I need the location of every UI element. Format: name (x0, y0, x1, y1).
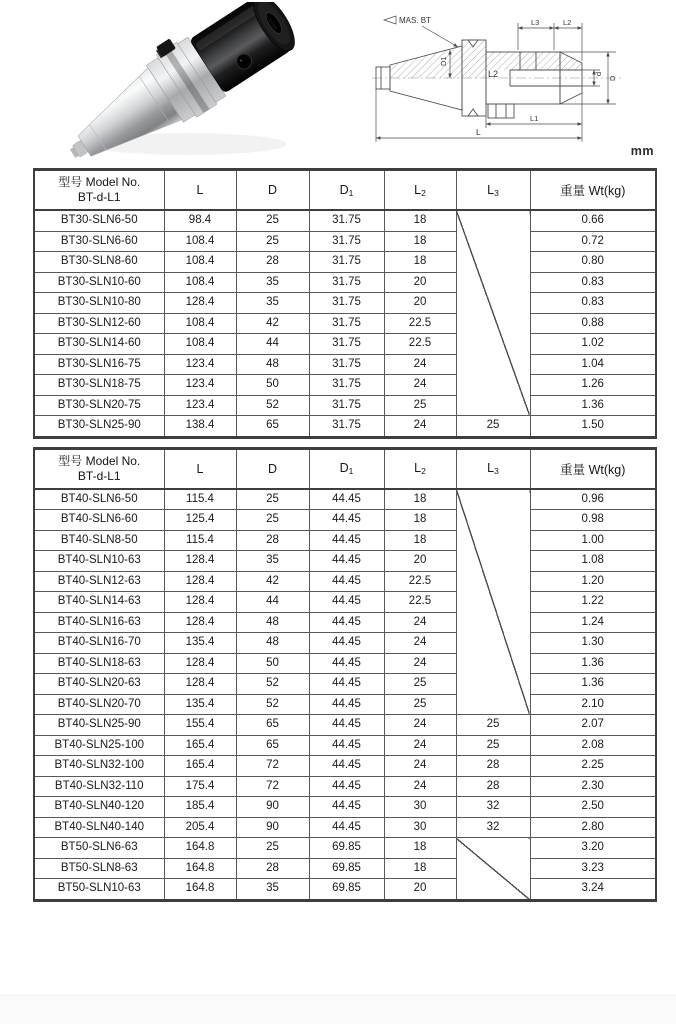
cell-d1: 44.45 (309, 551, 384, 572)
cell-wt: 1.36 (530, 674, 656, 695)
cell-d1: 69.85 (309, 879, 384, 901)
cell-l: 138.4 (164, 416, 236, 438)
cell-d: 72 (236, 776, 309, 797)
model-header-line2: BT-d-L1 (77, 190, 121, 204)
cell-l: 135.4 (164, 694, 236, 715)
cell-wt: 1.02 (530, 334, 656, 355)
cell-d1: 31.75 (309, 272, 384, 293)
cell-model: BT30-SLN25-90 (34, 416, 164, 438)
dimension-lines (376, 16, 616, 142)
cell-l: 128.4 (164, 674, 236, 695)
cell-model: BT40-SLN20-63 (34, 674, 164, 695)
cell-model: BT40-SLN32-110 (34, 776, 164, 797)
cell-l3: 25 (456, 715, 530, 736)
cell-model: BT40-SLN16-70 (34, 633, 164, 654)
cell-d: 90 (236, 797, 309, 818)
table-row (34, 210, 656, 231)
cell-d1: 69.85 (309, 858, 384, 879)
cell-d1: 44.45 (309, 735, 384, 756)
cell-l3: 28 (456, 756, 530, 777)
cell-model: BT30-SLN12-60 (34, 313, 164, 334)
header-subscript: 1 (348, 187, 354, 198)
cell-l2: 20 (384, 272, 456, 293)
cell-model: BT30-SLN18-75 (34, 375, 164, 396)
table-row (34, 416, 656, 438)
cell-l: 164.8 (164, 858, 236, 879)
table-row (34, 879, 656, 901)
cell-d: 28 (236, 530, 309, 551)
cell-wt: 0.98 (530, 510, 656, 531)
table-row (34, 489, 656, 510)
header-images (0, 0, 676, 168)
cell-d: 52 (236, 674, 309, 695)
cell-wt: 0.83 (530, 272, 656, 293)
cell-l: 123.4 (164, 395, 236, 416)
cell-model: BT30-SLN20-75 (34, 395, 164, 416)
cell-l2: 18 (384, 858, 456, 879)
cell-d: 48 (236, 354, 309, 375)
cell-d: 28 (236, 252, 309, 273)
cell-d: 25 (236, 510, 309, 531)
cell-l2: 25 (384, 395, 456, 416)
table-row (34, 395, 656, 416)
cell-l2: 25 (384, 694, 456, 715)
cell-l2: 30 (384, 797, 456, 818)
cell-wt: 1.50 (530, 416, 656, 438)
cell-model: BT30-SLN8-60 (34, 252, 164, 273)
cell-wt: 1.22 (530, 592, 656, 613)
cell-l: 115.4 (164, 530, 236, 551)
table-row (34, 354, 656, 375)
dim-label-l2-top: L2 (563, 18, 572, 27)
cell-d1: 31.75 (309, 313, 384, 334)
header-subscript: 3 (494, 187, 499, 198)
cell-d: 90 (236, 817, 309, 838)
dim-label-l3: L3 (531, 18, 540, 27)
col-header-D1 (309, 170, 384, 211)
table-row (34, 592, 656, 613)
cell-model: BT40-SLN6-50 (34, 489, 164, 510)
cell-l: 108.4 (164, 313, 236, 334)
cell-l: 128.4 (164, 612, 236, 633)
cell-d: 28 (236, 858, 309, 879)
cell-l2: 22.5 (384, 592, 456, 613)
cell-wt: 0.72 (530, 231, 656, 252)
cell-wt: 1.08 (530, 551, 656, 572)
cell-l2: 20 (384, 293, 456, 314)
cell-d1: 31.75 (309, 416, 384, 438)
header-base: L (487, 182, 495, 197)
cell-d: 65 (236, 715, 309, 736)
cell-l2: 24 (384, 756, 456, 777)
cell-l2: 25 (384, 674, 456, 695)
header-subscript: 2 (421, 187, 426, 198)
page-footer-shading (0, 995, 676, 1024)
table-row (34, 313, 656, 334)
header-base: D (339, 182, 349, 197)
cell-l: 128.4 (164, 592, 236, 613)
label-l2-mid: L2 (488, 69, 499, 79)
col-header-L3 (456, 170, 530, 211)
cell-wt: 1.30 (530, 633, 656, 654)
cell-l: 175.4 (164, 776, 236, 797)
cell-wt: 1.36 (530, 395, 656, 416)
cell-model: BT40-SLN18-63 (34, 653, 164, 674)
cell-d: 35 (236, 293, 309, 314)
cell-l3: 32 (456, 797, 530, 818)
table-row (34, 293, 656, 314)
cell-wt: 3.20 (530, 838, 656, 859)
col-header-D1 (309, 448, 384, 489)
cell-d: 35 (236, 272, 309, 293)
col-header-weight: 重量 Wt(kg) (530, 170, 656, 211)
table-body-bt30 (34, 210, 656, 437)
col-header-D: D (236, 170, 309, 211)
cell-model: BT40-SLN40-120 (34, 797, 164, 818)
col-header-L: L (164, 448, 236, 489)
spec-table-bt40-bt50 (33, 447, 657, 902)
cell-l2: 24 (384, 354, 456, 375)
col-header-L2 (384, 170, 456, 211)
cell-l2: 22.5 (384, 334, 456, 355)
cell-d: 44 (236, 592, 309, 613)
cell-d: 48 (236, 633, 309, 654)
cell-l: 125.4 (164, 510, 236, 531)
table-row (34, 776, 656, 797)
cell-l2: 18 (384, 530, 456, 551)
cell-d: 42 (236, 313, 309, 334)
cell-l2: 18 (384, 838, 456, 859)
cell-l: 185.4 (164, 797, 236, 818)
cell-l2: 30 (384, 817, 456, 838)
cell-l2: 18 (384, 252, 456, 273)
lock-boss (488, 104, 514, 118)
cell-d1: 31.75 (309, 354, 384, 375)
cell-l: 128.4 (164, 293, 236, 314)
cell-d1: 31.75 (309, 334, 384, 355)
cell-d1: 44.45 (309, 715, 384, 736)
table-row (34, 612, 656, 633)
header-row (34, 170, 656, 211)
cell-wt: 0.80 (530, 252, 656, 273)
cell-model: BT40-SLN6-60 (34, 510, 164, 531)
table-row (34, 231, 656, 252)
table-row (34, 756, 656, 777)
cell-wt: 0.83 (530, 293, 656, 314)
header-base: L (487, 461, 495, 475)
cell-model: BT40-SLN8-50 (34, 530, 164, 551)
dim-label-d-big: D (608, 75, 617, 81)
cell-wt: 2.25 (530, 756, 656, 777)
cell-l: 165.4 (164, 735, 236, 756)
cell-l: 108.4 (164, 272, 236, 293)
cell-wt: 0.66 (530, 210, 656, 231)
cell-model: BT40-SLN10-63 (34, 551, 164, 572)
cell-model: BT40-SLN16-63 (34, 612, 164, 633)
cell-wt: 1.20 (530, 571, 656, 592)
cell-l: 164.8 (164, 838, 236, 859)
cell-model: BT30-SLN6-50 (34, 210, 164, 231)
table-row (34, 694, 656, 715)
cell-d: 65 (236, 416, 309, 438)
cell-d1: 44.45 (309, 674, 384, 695)
unit-label: mm (630, 144, 654, 158)
model-header-line1: 型号 Model No. (58, 175, 141, 189)
cell-model: BT30-SLN10-80 (34, 293, 164, 314)
cell-d1: 31.75 (309, 210, 384, 231)
table-row (34, 510, 656, 531)
cell-model: BT30-SLN10-60 (34, 272, 164, 293)
cell-d: 25 (236, 231, 309, 252)
table-row (34, 633, 656, 654)
cell-d: 50 (236, 653, 309, 674)
cell-l: 128.4 (164, 551, 236, 572)
table-row (34, 653, 656, 674)
cell-l2: 18 (384, 210, 456, 231)
spec-table-bt30 (33, 168, 657, 439)
table-row (34, 334, 656, 355)
dim-label-d-small: d (594, 71, 603, 76)
cell-l: 98.4 (164, 210, 236, 231)
cell-l2: 22.5 (384, 571, 456, 592)
cell-model: BT40-SLN25-90 (34, 715, 164, 736)
table-row (34, 797, 656, 818)
cell-l: 123.4 (164, 375, 236, 396)
cell-model: BT40-SLN40-140 (34, 817, 164, 838)
col-header-model (34, 448, 164, 489)
cell-model: BT40-SLN25-100 (34, 735, 164, 756)
cell-d: 50 (236, 375, 309, 396)
header-subscript: 3 (494, 466, 499, 476)
cell-d: 25 (236, 210, 309, 231)
table-row (34, 838, 656, 859)
cell-d: 48 (236, 612, 309, 633)
cell-l: 128.4 (164, 653, 236, 674)
dim-label-d1: D1 (439, 56, 448, 66)
technical-drawing (370, 6, 630, 148)
dim-label-l: L (476, 127, 481, 137)
cell-l: 108.4 (164, 231, 236, 252)
cell-l2: 22.5 (384, 313, 456, 334)
cell-d1: 69.85 (309, 838, 384, 859)
cell-l2: 24 (384, 715, 456, 736)
header-base: L (414, 182, 422, 197)
header-row (34, 448, 656, 489)
cell-d: 35 (236, 551, 309, 572)
cell-d1: 44.45 (309, 530, 384, 551)
cell-model: BT30-SLN14-60 (34, 334, 164, 355)
cell-d1: 44.45 (309, 817, 384, 838)
cell-wt: 2.07 (530, 715, 656, 736)
col-header-L2 (384, 448, 456, 489)
table-row (34, 735, 656, 756)
l3-merged-empty-cell (456, 489, 530, 715)
cell-l2: 24 (384, 735, 456, 756)
cell-wt: 3.24 (530, 879, 656, 901)
cell-d1: 44.45 (309, 694, 384, 715)
cell-d: 25 (236, 838, 309, 859)
table-row (34, 817, 656, 838)
cell-wt: 1.04 (530, 354, 656, 375)
cell-l: 165.4 (164, 756, 236, 777)
cell-l: 108.4 (164, 334, 236, 355)
cell-d1: 44.45 (309, 571, 384, 592)
col-header-weight: 重量 Wt(kg) (530, 448, 656, 489)
cell-wt: 2.80 (530, 817, 656, 838)
cell-d: 35 (236, 879, 309, 901)
cell-wt: 1.26 (530, 375, 656, 396)
col-header-model (34, 170, 164, 211)
cell-model: BT30-SLN6-60 (34, 231, 164, 252)
cell-d1: 44.45 (309, 489, 384, 510)
dim-label-l1: L1 (530, 114, 539, 123)
table-row (34, 858, 656, 879)
cell-d1: 44.45 (309, 776, 384, 797)
table-row (34, 375, 656, 396)
cell-d1: 44.45 (309, 612, 384, 633)
cell-d1: 31.75 (309, 293, 384, 314)
table-row (34, 272, 656, 293)
table-row (34, 551, 656, 572)
cell-model: BT40-SLN14-63 (34, 592, 164, 613)
cell-d: 52 (236, 395, 309, 416)
cell-d: 52 (236, 694, 309, 715)
cell-l2: 18 (384, 489, 456, 510)
header-base: D (339, 461, 349, 475)
col-header-L: L (164, 170, 236, 211)
l3-merged-empty-cell (456, 838, 530, 901)
model-header-line1: 型号 Model No. (58, 453, 141, 468)
cell-l2: 18 (384, 510, 456, 531)
cell-d1: 31.75 (309, 395, 384, 416)
cell-d: 65 (236, 735, 309, 756)
cell-wt: 2.10 (530, 694, 656, 715)
cell-l2: 24 (384, 416, 456, 438)
col-header-L3 (456, 448, 530, 489)
table-row (34, 715, 656, 736)
header-subscript: 2 (421, 466, 426, 476)
cell-l2: 20 (384, 879, 456, 901)
header-base: L (414, 461, 422, 475)
cell-wt: 2.08 (530, 735, 656, 756)
cell-model: BT40-SLN12-63 (34, 571, 164, 592)
cell-l2: 24 (384, 375, 456, 396)
cell-d1: 44.45 (309, 756, 384, 777)
cell-l: 205.4 (164, 817, 236, 838)
cell-d1: 31.75 (309, 375, 384, 396)
cell-l: 115.4 (164, 489, 236, 510)
cell-d: 44 (236, 334, 309, 355)
product-photo (62, 2, 312, 162)
cell-l2: 24 (384, 653, 456, 674)
cell-l: 108.4 (164, 252, 236, 273)
cell-model: BT50-SLN10-63 (34, 879, 164, 901)
cell-l3: 28 (456, 776, 530, 797)
table-row (34, 674, 656, 695)
mas-bt-label: MAS. BT (399, 16, 432, 25)
cell-wt: 2.50 (530, 797, 656, 818)
l3-merged-empty-cell (456, 210, 530, 416)
cell-l2: 24 (384, 633, 456, 654)
cell-l3: 25 (456, 735, 530, 756)
cell-model: BT30-SLN16-75 (34, 354, 164, 375)
cell-l2: 20 (384, 551, 456, 572)
cell-l: 128.4 (164, 571, 236, 592)
cell-l2: 24 (384, 776, 456, 797)
cell-model: BT50-SLN8-63 (34, 858, 164, 879)
cell-d1: 44.45 (309, 633, 384, 654)
table-row (34, 252, 656, 273)
cell-model: BT40-SLN20-70 (34, 694, 164, 715)
cell-wt: 1.00 (530, 530, 656, 551)
model-header-line2: BT-d-L1 (77, 468, 121, 483)
cell-d1: 31.75 (309, 231, 384, 252)
cell-l: 155.4 (164, 715, 236, 736)
cell-model: BT50-SLN6-63 (34, 838, 164, 859)
cell-wt: 0.88 (530, 313, 656, 334)
cell-wt: 1.24 (530, 612, 656, 633)
cell-wt: 2.30 (530, 776, 656, 797)
header-subscript: 1 (348, 466, 354, 476)
cell-l2: 18 (384, 231, 456, 252)
cell-l: 123.4 (164, 354, 236, 375)
cell-d1: 44.45 (309, 592, 384, 613)
table-row (34, 530, 656, 551)
table-body-bt40-bt50 (34, 489, 656, 901)
cell-wt: 1.36 (530, 653, 656, 674)
cell-wt: 3.23 (530, 858, 656, 879)
cell-wt: 0.96 (530, 489, 656, 510)
cell-model: BT40-SLN32-100 (34, 756, 164, 777)
cell-l3: 32 (456, 817, 530, 838)
cell-d1: 31.75 (309, 252, 384, 273)
cell-l3: 25 (456, 416, 530, 438)
cell-d1: 44.45 (309, 653, 384, 674)
cell-d: 25 (236, 489, 309, 510)
cell-l2: 24 (384, 612, 456, 633)
cell-l: 164.8 (164, 879, 236, 901)
cell-d: 42 (236, 571, 309, 592)
cell-d1: 44.45 (309, 797, 384, 818)
cell-l: 135.4 (164, 633, 236, 654)
col-header-D: D (236, 448, 309, 489)
table-row (34, 571, 656, 592)
cell-d1: 44.45 (309, 510, 384, 531)
cell-d: 72 (236, 756, 309, 777)
